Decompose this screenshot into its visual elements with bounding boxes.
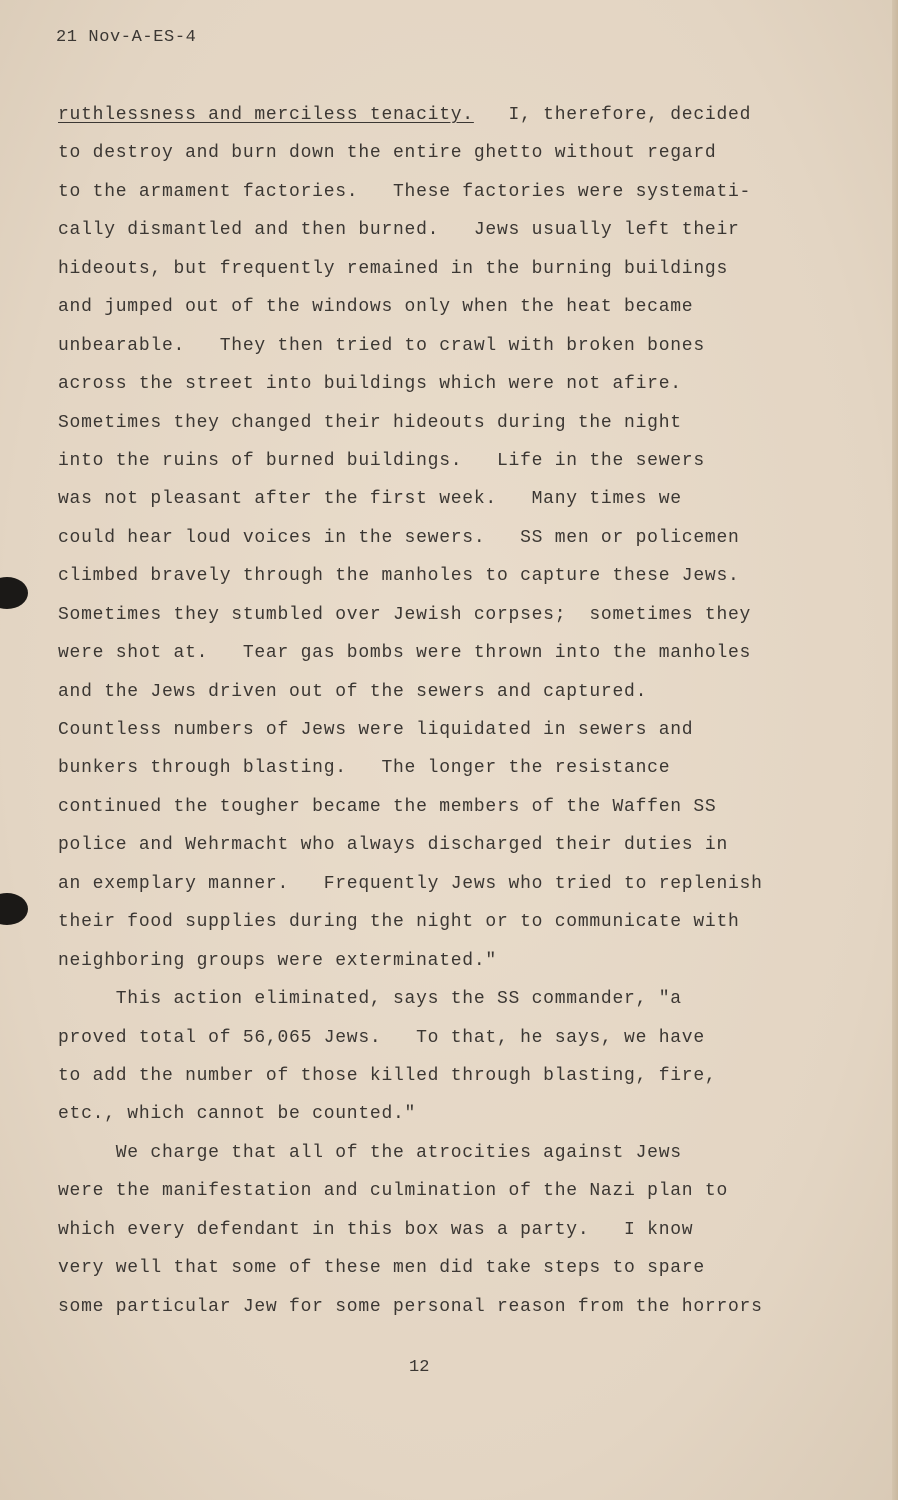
text-line: bunkers through blasting. The longer the resistance [58, 758, 671, 779]
text-line: continued the tougher became the members of the Waffen SS [58, 796, 717, 817]
text-line: Sometimes they changed their hideouts during the night [58, 412, 682, 433]
text-line: proved total of 56,065 Jews. To that, he says, we have [58, 1027, 705, 1048]
text-line: an exemplary manner. Frequently Jews who tried to replenish [58, 873, 763, 894]
text-line: could hear loud voices in the sewers. SS men or policemen [58, 527, 740, 548]
text-line: We charge that all of the atrocities against Jews [58, 1142, 682, 1163]
text-line: police and Wehrmacht who always discharged their duties in [58, 835, 729, 856]
text-line: climbed bravely through the manholes to capture these Jews. [58, 566, 740, 587]
binder-hole [0, 577, 28, 609]
paper-edge [892, 0, 898, 1500]
page-number: 12 [409, 1358, 430, 1377]
text-line: across the street into buildings which were not afire. [58, 374, 682, 395]
text-line: unbearable. They then tried to crawl with broken bones [58, 335, 705, 356]
document-header: 21 Nov-A-ES-4 [56, 28, 197, 47]
text-line: which every defendant in this box was a party. I know [58, 1219, 694, 1240]
text-line: and the Jews driven out of the sewers and captured. [58, 681, 648, 702]
text-line: etc., which cannot be counted." [58, 1104, 417, 1125]
text-line: very well that some of these men did take steps to spare [58, 1258, 705, 1279]
underlined-text: ruthlessness and merciless tenacity. [58, 105, 474, 125]
text-line: cally dismantled and then burned. Jews usually left their [58, 220, 740, 241]
text-line: were the manifestation and culmination of the Nazi plan to [58, 1181, 729, 1202]
text-line: Countless numbers of Jews were liquidated in sewers and [58, 720, 694, 740]
binder-hole [0, 893, 28, 925]
text-line: This action eliminated, says the SS commander, "a [58, 989, 682, 1010]
text-fragment: I, therefore, decided [473, 105, 752, 125]
text-line: some particular Jew for some personal reason from the horrors [58, 1296, 763, 1317]
text-line: was not pleasant after the first week. Many times we [58, 489, 682, 510]
text-line: their food supplies during the night or to communicate with [58, 912, 740, 933]
text-line: Sometimes they stumbled over Jewish corpses; sometimes they [58, 604, 752, 625]
text-line: to add the number of those killed through blasting, fire, [58, 1065, 717, 1086]
text-line: hideouts, but frequently remained in the burning buildings [58, 258, 729, 279]
text-line: and jumped out of the windows only when the heat became [58, 297, 694, 318]
body-text [58, 101, 878, 1331]
text-line: were shot at. Tear gas bombs were thrown into the manholes [58, 643, 752, 664]
text-line: into the ruins of burned buildings. Life in the sewers [58, 450, 705, 471]
text-line: neighboring groups were exterminated." [58, 950, 497, 971]
text-line: to destroy and burn down the entire ghetto without regard [58, 143, 717, 164]
text-line: to the armament factories. These factories were systemati- [58, 181, 752, 202]
text-line [58, 101, 878, 139]
